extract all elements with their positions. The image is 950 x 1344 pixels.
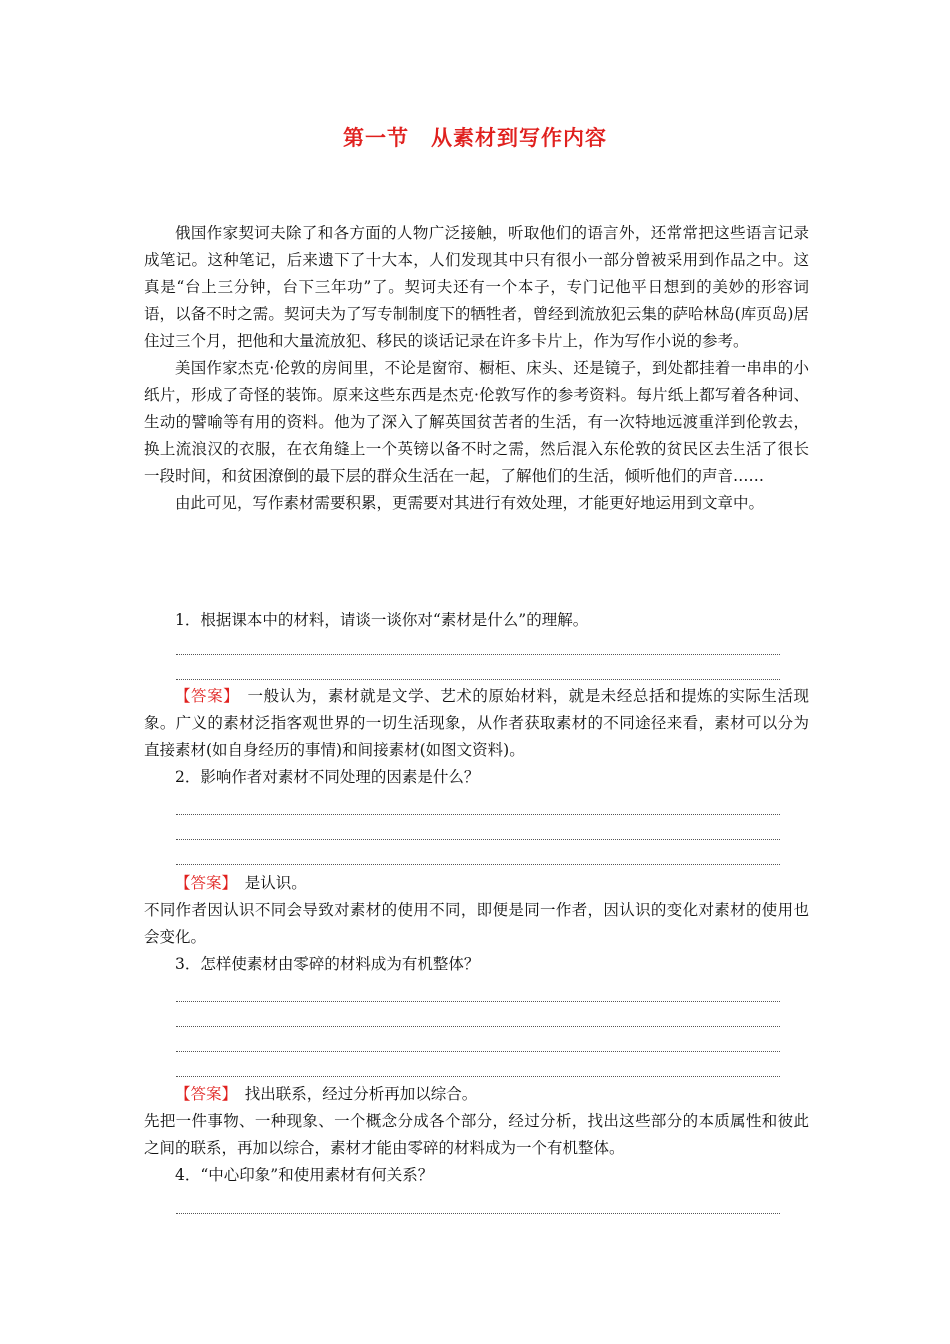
intro-paragraph: 由此可见，写作素材需要积累，更需要对其进行有效处理，才能更好地运用到文章中。	[175, 494, 765, 512]
answer-line	[176, 654, 780, 655]
answer-2	[144, 870, 809, 978]
question-text: 4．“中心印象”和使用素材有何关系？	[175, 1166, 434, 1184]
intro-section	[144, 220, 809, 517]
answer-lines	[176, 1213, 780, 1214]
explanation-text: 先把一件事物、一种现象、一个概念分成各个部分，经过分析，找出这些部分的本质属性和彼此之间的联系，再加以综合，素材才能由零碎的材料成为一个有机整体。	[144, 1112, 809, 1157]
answer-line	[176, 1076, 780, 1077]
intro-paragraph: 美国作家杰克·伦敦的房间里，不论是窗帘、橱柜、床头、还是镜子，到处都挂着一串串的小纸片，形成了奇怪的装饰。原来这些东西是杰克·伦敦写作的参考资料。每片纸上都写着各种词、生动的譬喻等有用的资料。他为了深入了解英国贫苦者的生活，有一次特地远渡重洋到伦敦去，换上流浪汉的衣服，在衣角缝上一个英镑以备不时之需，然后混入东伦敦的贫民区去生活了很长一段时间，和贫困潦倒的最下层的群众生活在一起，了解他们的生活，倾听他们的声音……	[144, 359, 809, 485]
answer-text: 【答案】 一般认为，素材就是文学、艺术的原始材料，就是未经总括和提炼的实际生活现象。广义的素材泛指客观世界的一切生活现象，从作者获取素材的不同途径来看，素材可以分为直接素材(如自身经历的事情)和间接素材(如图文资料)。	[144, 687, 809, 759]
question-text: 3．怎样使素材由零碎的材料成为有机整体？	[175, 955, 480, 973]
answer-line	[176, 814, 780, 815]
answer-lines	[176, 1001, 780, 1077]
answer-tag: 【答案】	[175, 687, 232, 705]
answer-tag: 【答案】	[175, 874, 230, 892]
explanation-text: 不同作者因认识不同会导致对素材的使用不同，即便是同一作者，因认识的变化对素材的使用也会变化。	[144, 901, 809, 946]
answer-line	[176, 864, 780, 865]
answer-lines	[176, 814, 780, 865]
question-text: 1．根据课本中的材料，请谈一谈你对“素材是什么”的理解。	[175, 611, 589, 629]
answer-line	[176, 1001, 780, 1002]
answer-1	[144, 683, 809, 791]
answer-line	[176, 839, 780, 840]
answer-3	[144, 1081, 809, 1189]
question-1	[144, 607, 809, 634]
answer-line	[176, 679, 780, 680]
intro-paragraph: 俄国作家契诃夫除了和各方面的人物广泛接触，听取他们的语言外，还常常把这些语言记录成笔记。这种笔记，后来遗下了十大本，人们发现其中只有很小一部分曾被采用到作品之中。这真是“台上三分钟，台下三年功”了。契诃夫还有一个本子，专门记他平日想到的美妙的形容词语，以备不时之需。契诃夫为了写专制制度下的牺牲者，曾经到流放犯云集的萨哈林岛(库页岛)居住过三个月，把他和大量流放犯、移民的谈话记录在许多卡片上，作为写作小说的参考。	[144, 224, 809, 350]
answer-text: 【答案】 是认识。	[175, 874, 307, 892]
question-text: 2．影响作者对素材不同处理的因素是什么？	[175, 768, 480, 786]
answer-line	[176, 1213, 780, 1214]
answer-line	[176, 1026, 780, 1027]
page-title: 第一节 从素材到写作内容	[343, 125, 607, 150]
answer-lines	[176, 654, 780, 680]
answer-text: 【答案】 找出联系，经过分析再加以综合。	[175, 1085, 478, 1103]
answer-tag: 【答案】	[175, 1085, 230, 1103]
answer-line	[176, 1051, 780, 1052]
